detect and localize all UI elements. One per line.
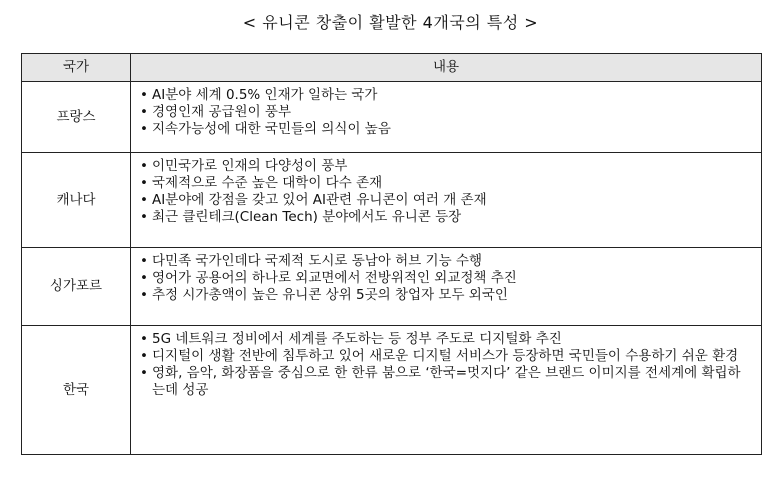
content-cell (131, 248, 762, 326)
list-item: • 5G 네트워크 정비에서 세계를 주도하는 등 정부 주도로 디지털화 추진 (140, 331, 751, 348)
country-cell: 프랑스 (22, 82, 131, 153)
content-cell (131, 153, 762, 248)
bullet-list (140, 87, 751, 138)
list-item: • 국제적으로 수준 높은 대학이 다수 존재 (140, 175, 751, 192)
list-item: • 추정 시가총액이 높은 유니콘 상위 5곳의 창업자 모두 외국인 (140, 287, 751, 304)
bullet-list (140, 158, 751, 226)
list-item: • 다민족 국가인데다 국제적 도시로 동남아 허브 기능 수행 (140, 253, 751, 270)
header-content: 내용 (131, 54, 762, 82)
list-item: • 최근 클린테크(Clean Tech) 분야에서도 유니콘 등장 (140, 209, 751, 226)
table-row-singapore (22, 248, 762, 326)
table-row-canada (22, 153, 762, 248)
content-cell (131, 82, 762, 153)
country-cell: 한국 (22, 326, 131, 455)
list-item: • 디지털이 생활 전반에 침투하고 있어 새로운 디지털 서비스가 등장하면 국민들이 수용하기 쉬운 환경 (140, 348, 751, 365)
list-item: • 지속가능성에 대한 국민들의 의식이 높음 (140, 121, 751, 138)
characteristics-table (21, 53, 762, 455)
list-item: • 영화, 음악, 화장품을 중심으로 한 한류 붐으로 ‘한국=멋지다’ 같은 브랜드 이미지를 전세계에 확립하는데 성공 (140, 365, 751, 399)
bullet-list (140, 331, 751, 399)
country-cell: 싱가포르 (22, 248, 131, 326)
table-row-korea (22, 326, 762, 455)
header-country: 국가 (22, 54, 131, 82)
document-title: < 유니콘 창출이 활발한 4개국의 특성 > (242, 13, 539, 32)
country-cell: 캐나다 (22, 153, 131, 248)
content-cell (131, 326, 762, 455)
list-item: • 이민국가로 인재의 다양성이 풍부 (140, 158, 751, 175)
table-header-row (22, 54, 762, 82)
list-item: • 영어가 공용어의 하나로 외교면에서 전방위적인 외교정책 추진 (140, 270, 751, 287)
list-item: • 경영인재 공급원이 풍부 (140, 104, 751, 121)
list-item: • AI분야에 강점을 갖고 있어 AI관련 유니콘이 여러 개 존재 (140, 192, 751, 209)
list-item: • AI분야 세계 0.5% 인재가 일하는 국가 (140, 87, 751, 104)
table-row-france (22, 82, 762, 153)
bullet-list (140, 253, 751, 304)
